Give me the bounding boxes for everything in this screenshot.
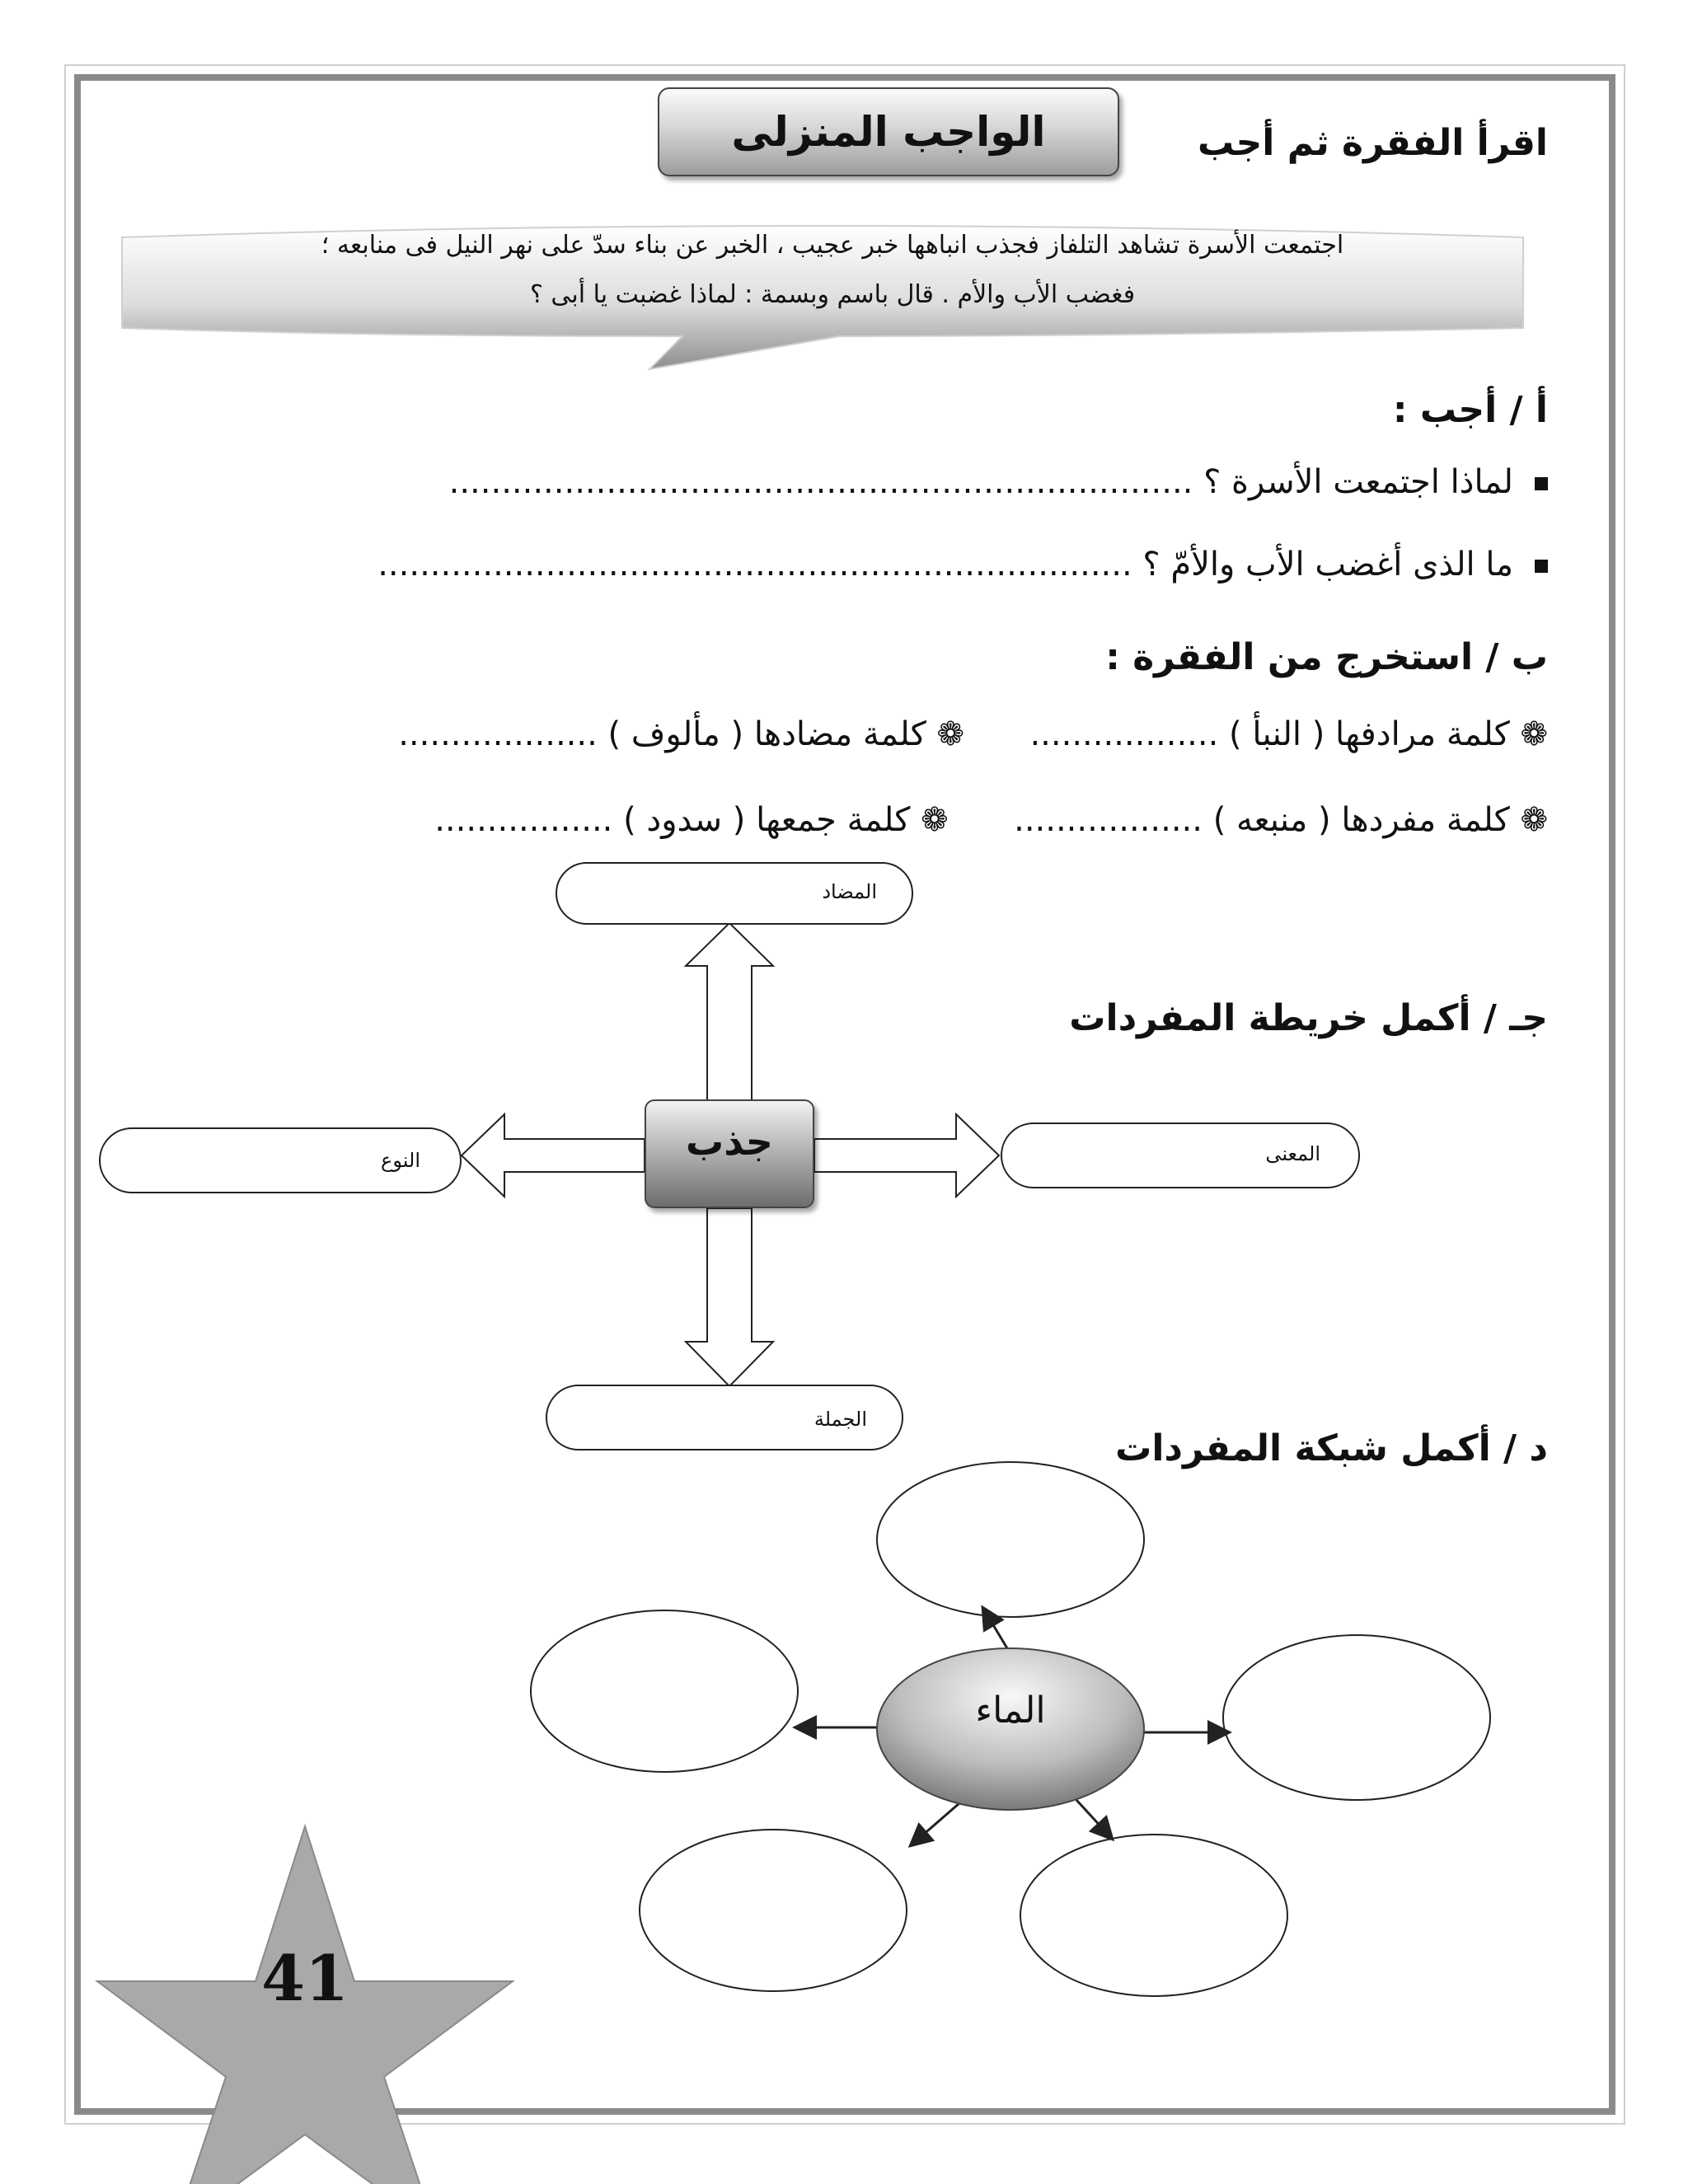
page-title-text: الواجب المنزلى (731, 108, 1046, 156)
synonym-answer-line[interactable]: .................. (1029, 715, 1219, 753)
synonym-prompt: ❁ كلمة مرادفها ( النبأ ) (1229, 715, 1548, 753)
antonym-answer-line[interactable]: ................... (398, 715, 598, 753)
question-2-text: ما الذى أغضب الأب والأمّ ؟ (1142, 546, 1513, 583)
section-d-heading: د / أكمل شبكة المفردات (1115, 1427, 1548, 1469)
page-number: 41 (261, 1942, 349, 2015)
network-center-word: الماء (975, 1690, 1046, 1732)
sentence-label: الجملة (814, 1408, 867, 1431)
passage-line-2: فغضب الأب والأم . قال باسم وبسمة : لماذا غضبت يا أبى ؟ (529, 280, 1136, 309)
section-b-heading: ب / استخرج من الفقرة : (1105, 636, 1548, 678)
map-center-text: جذب (686, 1119, 773, 1164)
section-a-heading: أ / أجب : (1392, 389, 1548, 431)
network-oval-bottom-right (1020, 1835, 1287, 1996)
network-oval-left (531, 1610, 798, 1772)
answer-line-2[interactable]: ........................................................................ (377, 546, 1132, 583)
singular-prompt: ❁ كلمة مفردها ( منبعه ) (1212, 801, 1548, 839)
singular-answer-line[interactable]: .................. (1014, 801, 1203, 839)
network-oval-top (877, 1462, 1144, 1617)
network-arrow-bottom-right (1076, 1800, 1113, 1840)
network-oval-right (1223, 1635, 1490, 1800)
network-arrow-bottom-left (910, 1803, 959, 1846)
answer-line-1[interactable]: ....................................................................... (448, 463, 1193, 501)
section-c-heading: جـ / أكمل خريطة المفردات (1069, 997, 1548, 1039)
meaning-label: المعنى (1265, 1142, 1320, 1165)
type-label: النوع (381, 1149, 420, 1172)
plural-answer-line[interactable]: ................. (434, 801, 613, 839)
instruction-heading: اقرأ الفقرة ثم أجب (1198, 122, 1548, 164)
question-1-text: لماذا اجتمعت الأسرة ؟ (1203, 463, 1513, 501)
network-oval-bottom-left (640, 1830, 907, 1991)
opposite-label: المضاد (822, 880, 877, 903)
antonym-prompt: ❁ كلمة مضادها ( مألوف ) (607, 715, 965, 753)
passage-line-1: اجتمعت الأسرة تشاهد التلفاز فجذب انباهها خبر عجيب ، الخبر عن بناء سدّ على نهر النيل فى منابعه ؛ (321, 231, 1344, 260)
plural-prompt: ❁ كلمة جمعها ( سدود ) (623, 801, 949, 839)
